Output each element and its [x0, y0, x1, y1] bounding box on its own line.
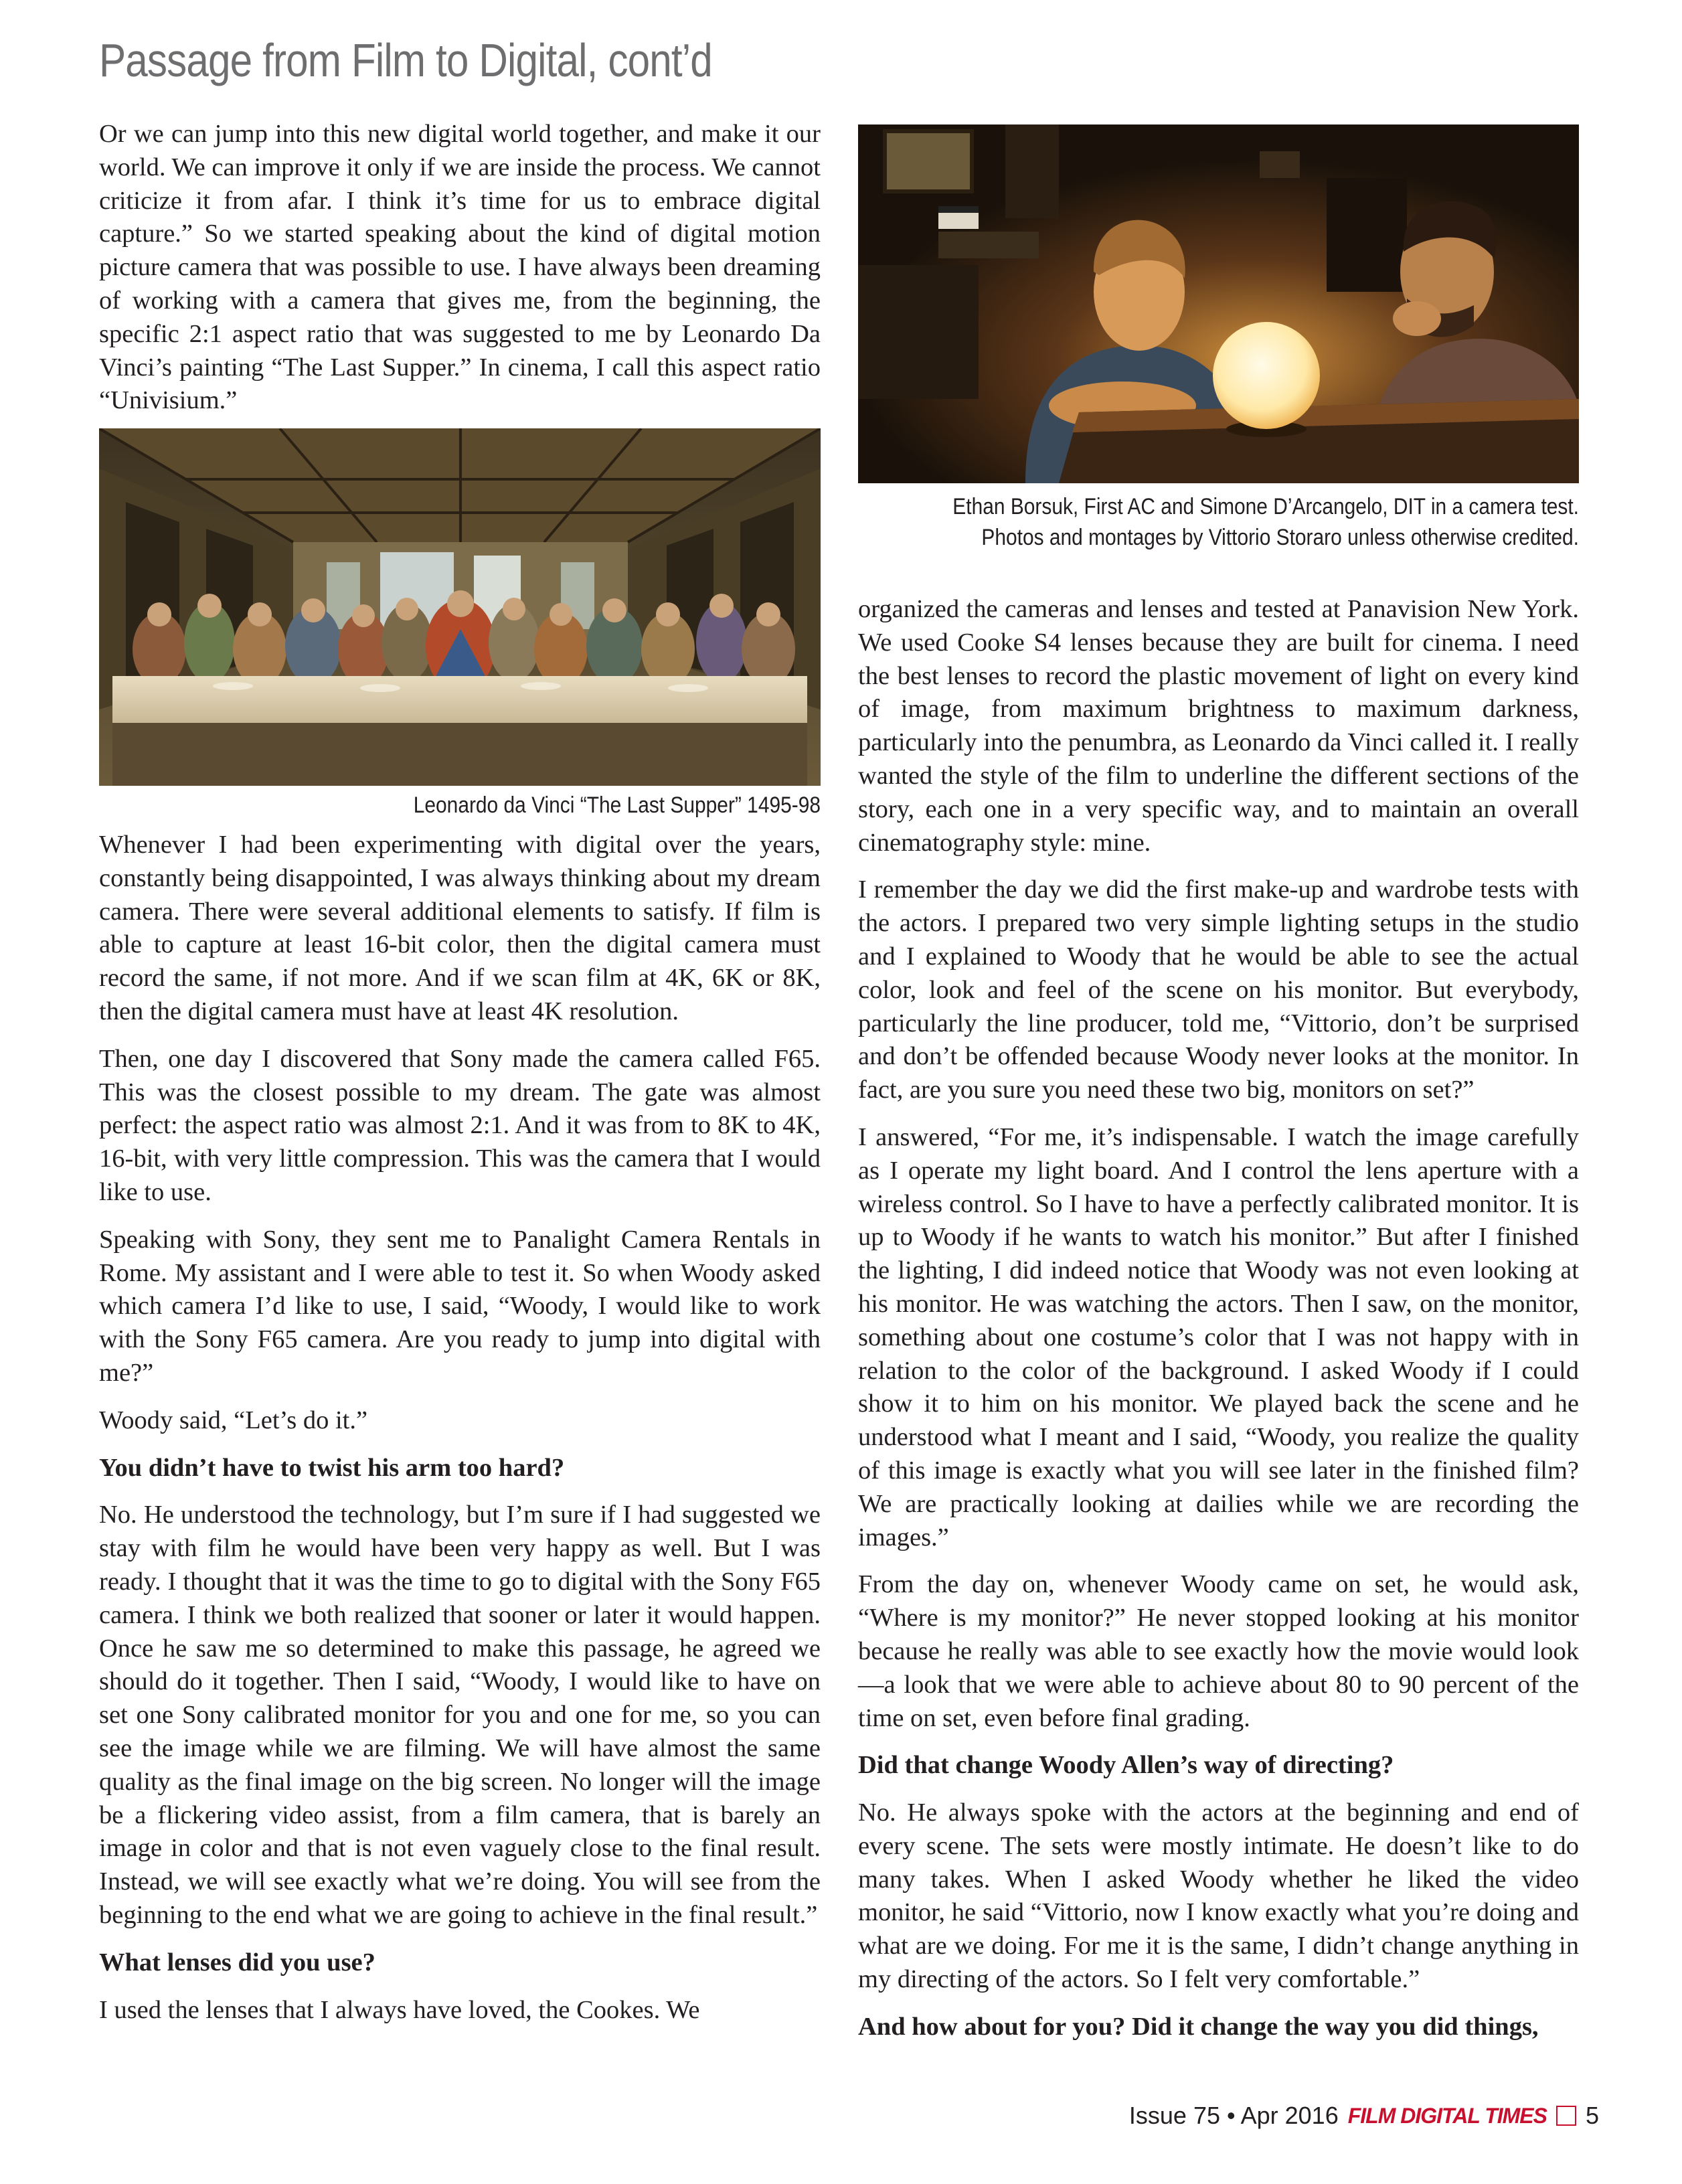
body-paragraph: Then, one day I discovered that Sony made the camera called F65. This was the closest possible to my dream. The gate was almost perfect: the aspect ratio was almost 2:1. And it was from to 8K to 4K, 16-bit, with very little compression. This was the camera that I would like to use. [99, 1044, 821, 1206]
left-column-intro [99, 118, 821, 432]
body-paragraph: No. He understood the technology, but I’m sure if I had suggested we stay with film he would have been very happy as well. But I was ready. I thought that it was the time to go to digital with the Sony F65 camera. I think we both realized that sooner or later it would happen. Once he saw me so determined to make this passage, he agreed we should do it together. Then I said, “Woody, I would like to have on set one Sony calibrated monitor for you and one for me, so you can see the image while we are filming. We will have almost the same quality as the final image on the big screen. No longer will the image be a flickering video assist, from a film camera, that is barely an image in color and that is not even vaguely close to the final result. Instead, we will see exactly what we’re doing. You will see from the beginning to the end what we are going to achieve in the final result.” [99, 1501, 821, 1929]
camera-test-photo [858, 124, 1579, 483]
page-title: Passage from Film to Digital, cont’d [99, 34, 712, 86]
photo-caption-line-2: Photos and montages by Vittorio Storaro unless otherwise credited. [981, 525, 1579, 550]
interview-question: Did that change Woody Allen’s way of directing? [858, 1751, 1394, 1780]
last-supper-painting [99, 428, 821, 786]
right-column-body [858, 593, 1579, 2058]
page-number: 5 [1585, 2102, 1599, 2129]
body-paragraph: From the day on, whenever Woody came on set, he would ask, “Where is my monitor?” He never stopped looking at his monitor because he really was able to see exactly how the movie would look—a look that we were able to achieve about 80 to 90 percent of the time on set, even before final grading. [858, 1570, 1579, 1732]
interview-question: And how about for you? Did it change the way you did things, [858, 2012, 1539, 2041]
body-paragraph: I answered, “For me, it’s indispensable. I watch the image carefully as I operate my light board. And I control the lens aperture with a wireless control. So I have to have a perfectly calibrated monitor. It is up to Woody if he wants to watch his monitor.” But after I finished the lighting, I did indeed notice that Woody was not even looking at his monitor. He was watching the actors. Then I saw, on the monitor, something about one costume’s color that I was not happy with in relation to the color of the background. I asked Woody if I could show it to him on his monitor. We played back the scene and he understood what I meant and I said, “Woody, you realize the quality of this image is exactly what you will see later in the finished film? We are practically looking at dailies while we are recording the images.” [858, 1122, 1579, 1551]
body-paragraph: Speaking with Sony, they sent me to Panalight Camera Rentals in Rome. My assistant and I were able to test it. So when Woody asked which camera I’d like to use, I said, “Woody, I would like to work with the Sony F65 camera. Are you ready to jump into digital with me?” [99, 1225, 821, 1387]
body-paragraph: Or we can jump into this new digital world together, and make it our world. We can improve it only if we are inside the process. We cannot criticize it from afar. I think it’s time for us to embrace digital capture.” So we started speaking about the kind of digital motion picture camera that was possible to use. I have always been dreaming of working with a camera that gives me, from the beginning, the specific 2:1 aspect ratio that was suggested to me by Leonardo Da Vinci’s painting “The Last Supper.” In cinema, I call this aspect ratio “Univisium.” [99, 120, 821, 415]
body-paragraph: I remember the day we did the first make-up and wardrobe tests with the actors. I prepared two very simple lighting setups in the studio and I explained to Woody that he would be able to see the actual color, look and feel of the scene on his monitor. But everybody, particularly the line producer, told me, “Vittorio, don’t be surprised and don’t be offended because Woody never looks at the monitor. In fact, are you sure you need these two big, monitors on set?” [858, 875, 1579, 1104]
left-column-body [99, 829, 821, 2041]
square-icon [1556, 2106, 1576, 2126]
body-paragraph: Whenever I had been experimenting with digital over the years, constantly being disappointed, I was always thinking about my dream camera. There were several additional elements to satisfy. If film is able to capture at least 16-bit color, then the digital camera must record the same, if not more. And if we scan film at 4K, 6K or 8K, then the digital camera must have at least 4K resolution. [99, 831, 821, 1025]
interview-question: What lenses did you use? [99, 1948, 375, 1977]
body-paragraph: No. He always spoke with the actors at the beginning and end of every scene. The sets were mostly intimate. He doesn’t like to do many takes. When I asked Woody whether he liked the video monitor, he said “Vittorio, now I know exactly what you’re doing and what are we doing. For me it is the same, I didn’t change anything in my directing of the actors. So I felt very comfortable.” [858, 1798, 1579, 1994]
interview-question: You didn’t have to twist his arm too hard? [99, 1453, 565, 1482]
painting-caption: Leonardo da Vinci “The Last Supper” 1495-98 [413, 792, 821, 818]
page-footer [1129, 2102, 1599, 2130]
issue-info: Issue 75 • Apr 2016 [1128, 2102, 1339, 2129]
body-paragraph: I used the lenses that I always have loved, the Cookes. We [99, 1995, 700, 2024]
photo-caption-line-1: Ethan Borsuk, First AC and Simone D’Arcangelo, DIT in a camera test. [952, 494, 1579, 519]
film-digital-times-logo: FILM DIGITAL TIMES [1347, 2103, 1547, 2128]
body-paragraph: Woody said, “Let’s do it.” [99, 1406, 368, 1434]
body-paragraph: organized the cameras and lenses and tested at Panavision New York. We used Cooke S4 lenses because they are built for cinema. I need the best lenses to record the plastic movement of light on every kind of image, from maximum brightness to maximum darkness, particularly into the penumbra, as Leonardo da Vinci called it. I really wanted the style of the film to underline the different sections of the story, each one in a very specific way, and to maintain an overall cinematography style: mine. [858, 595, 1579, 857]
